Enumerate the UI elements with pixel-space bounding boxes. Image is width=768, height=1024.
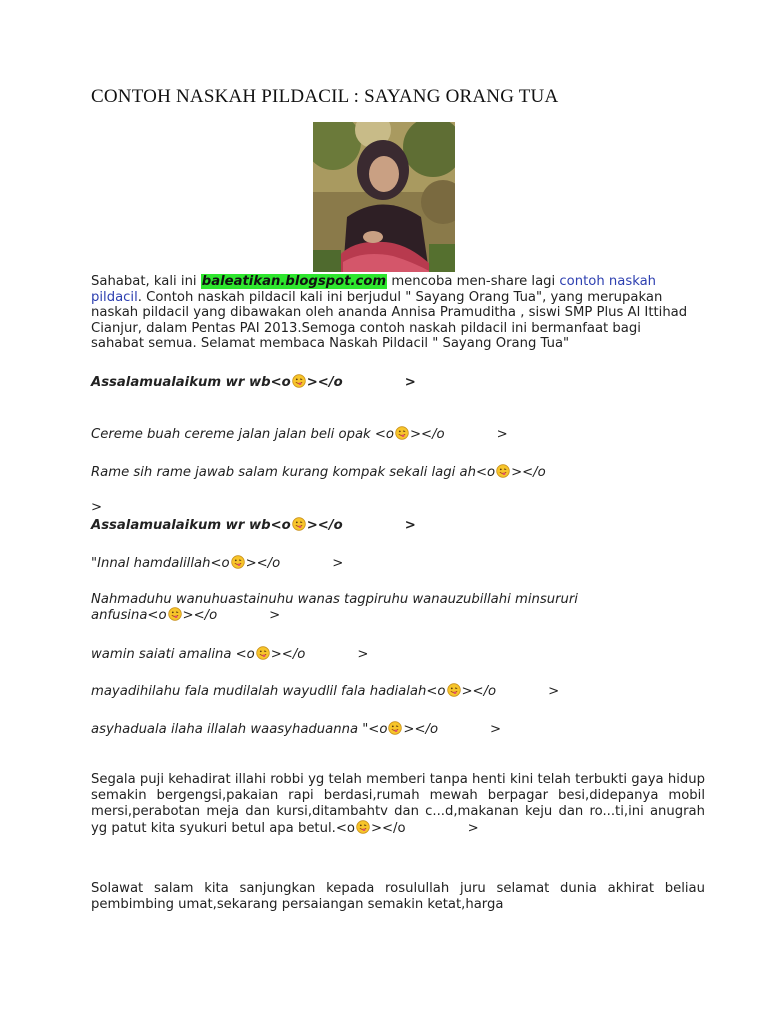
line-text: mayadihilahu fala mudilalah wayudlil fala hadialah [91,684,427,699]
smiley-tongue-icon [292,517,306,531]
smiley-tongue-icon [395,426,409,440]
tag-open: <o [426,684,446,699]
greeting-line-1 [91,374,711,392]
paragraph-text: Segala puji kehadirat illahi robbi yg telah memberi tanpa henti kini telah terbukti gaya hidup semakin bergengsi,pakaian rapi berdasi,rumah mewah berpagar besi,didepanya mobil mersi,perabotan meja dan kursi,ditambahtv dan c...d,makanan keju dan ro...ti,ini anugrah yg patut kita syukuri betul apa betul. [91,772,705,836]
tag-open: <o [235,647,255,662]
smiley-tongue-icon [292,374,306,388]
tag-close: ></o [245,556,281,571]
intro-paragraph [91,274,691,352]
opening-line-4 [91,683,711,701]
tag-close: ></o [461,684,497,699]
intro-text-3: . Contoh naskah pildacil kali ini berjudul " Sayang Orang Tua", yang merupakan naskah pildacil yang dibawakan oleh ananda Annisa Pramuditha , siswi SMP Plus Al Ittihad Cianjur, dalam Pentas PAI 2013.Semoga contoh naskah pildacil ini bermanfaat bagi sahabat semua. Selamat membaca Naskah Pildacil " Sayang Orang Tua" [91,289,688,351]
smiley-tongue-icon [256,646,270,660]
smiley-tongue-icon [356,820,370,834]
paragraph-text: Solawat salam kita sanjungkan kepada rosulullah juru selamat dunia akhirat beliau pembimbing umat,sekarang persaiangan semakin ketat,harga [91,881,705,912]
tag-close: ></o [511,465,546,480]
smiley-tongue-icon [388,721,402,735]
line-text: asyhaduala ilaha illalah waasyhaduanna " [91,722,369,737]
tag-open: <o [270,375,291,390]
tag-end: > [404,375,416,390]
line-text: anfusina [91,608,148,623]
tag-end: > [332,556,344,571]
pantun-line-2 [91,464,711,482]
tag-end: > [548,684,560,699]
line-text: "Innal hamdalillah [91,556,211,571]
line-text: wamin saiati amalina [91,647,236,662]
pantun-line-1 [91,426,711,444]
smiley-tongue-icon [168,607,182,621]
line-text: Cereme buah cereme jalan jalan beli opak [91,427,375,442]
tag-close: ></o [370,821,406,836]
intro-text-2: mencoba men-share lagi [387,274,560,289]
document-title: CONTOH NASKAH PILDACIL : SAYANG ORANG TUA [91,86,559,107]
line-text: > [91,500,103,515]
intro-text-1: Sahabat, kali ini [91,274,201,289]
naskah-pildacil-link[interactable]: contoh naskah pildacil [91,274,657,305]
tag-close: ></o [182,608,218,623]
tag-end: > [404,518,416,533]
tag-open: <o [270,518,291,533]
tag-open: <o [210,556,230,571]
segala-puji-paragraph [91,772,705,837]
line-text: Rame sih rame jawab salam kurang kompak sekali lagi ah [91,465,476,480]
tag-end: > [357,647,369,662]
opening-line-1 [91,555,711,573]
tag-open: <o [475,465,496,480]
tag-close: ></o [306,518,343,533]
solawat-paragraph [91,881,705,913]
blog-name-highlight: baleatikan.blogspot.com [201,274,387,289]
opening-line-2b [91,607,711,625]
line-text: Nahmaduhu wanuhuastainuhu wanas tagpiruhu wanauzubillahi minsururi [91,592,578,607]
opening-line-5 [91,721,711,739]
tag-end: > [269,608,281,623]
line-text: Assalamualaikum wr wb [91,518,271,533]
tag-end: > [496,427,508,442]
tag-end: > [490,722,502,737]
tag-close: ></o [306,375,343,390]
tag-open: <o [147,608,167,623]
tag-open: <o [368,722,388,737]
opening-line-3 [91,646,711,664]
smiley-tongue-icon [496,464,510,478]
tag-open: <o [374,427,394,442]
smiley-tongue-icon [447,683,461,697]
tag-close: ></o [409,427,445,442]
smiley-tongue-icon [231,555,245,569]
tag-open: <o [335,821,355,836]
tag-close: ></o [270,647,306,662]
girl-portrait-photo [313,122,455,272]
tag-close: ></o [403,722,439,737]
line-text: Assalamualaikum wr wb [91,375,271,390]
pantun-line-2-end [91,499,711,517]
greeting-line-2 [91,517,711,535]
tag-end: > [467,821,479,836]
